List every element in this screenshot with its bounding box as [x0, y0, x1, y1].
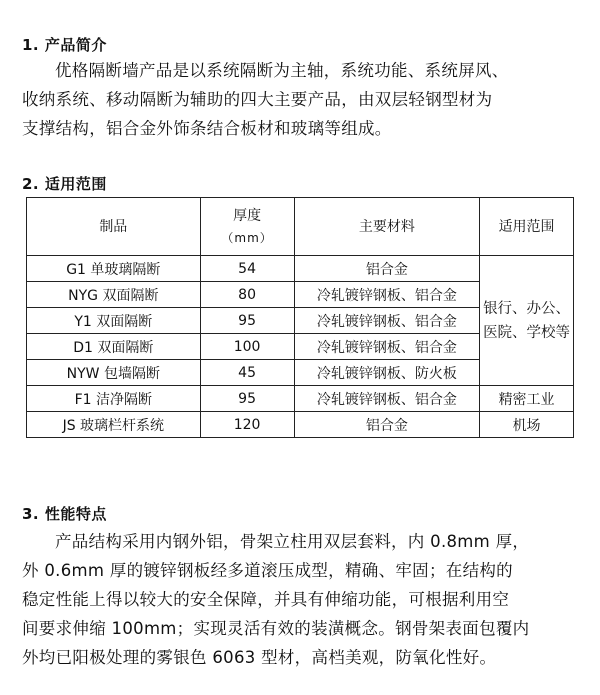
cell-material: 冷轧镀锌钢板、防火板	[294, 360, 480, 386]
cell-product: JS 玻璃栏杆系统	[27, 412, 201, 438]
cell-thickness: 95	[200, 386, 294, 412]
cell-thickness: 80	[200, 282, 294, 308]
cell-range-merged	[480, 256, 574, 386]
header-material: 主要材料	[294, 198, 480, 256]
header-thickness-unit: （mm）	[221, 230, 273, 245]
range-line: 医院、学校等	[483, 324, 571, 341]
header-thickness	[200, 198, 294, 256]
table-row	[27, 256, 574, 282]
cell-product: D1 双面隔断	[27, 334, 201, 360]
cell-product: G1 单玻璃隔断	[27, 256, 201, 282]
section-2-title: 2. 适用范围	[22, 175, 107, 193]
header-product: 制品	[27, 198, 201, 256]
cell-thickness: 45	[200, 360, 294, 386]
header-range: 适用范围	[480, 198, 574, 256]
table-header-row	[27, 198, 574, 256]
cell-material: 铝合金	[294, 256, 480, 282]
cell-thickness: 95	[200, 308, 294, 334]
section-3-line: 间要求伸缩 100mm；实现灵活有效的装潢概念。钢骨架表面包覆内	[22, 619, 530, 638]
section-1-paragraph	[22, 56, 582, 143]
cell-product: F1 洁净隔断	[27, 386, 201, 412]
cell-thickness: 120	[200, 412, 294, 438]
cell-material: 冷轧镀锌钢板、铝合金	[294, 386, 480, 412]
cell-material: 铝合金	[294, 412, 480, 438]
section-3-line: 产品结构采用内钢外铝，骨架立柱用双层套料，内 0.8mm 厚，	[55, 532, 530, 551]
section-1-line: 优格隔断墙产品是以系统隔断为主轴，系统功能、系统屏风、	[55, 61, 509, 80]
table-row	[27, 412, 574, 438]
cell-thickness: 100	[200, 334, 294, 360]
section-3-title: 3. 性能特点	[22, 505, 107, 523]
cell-thickness: 54	[200, 256, 294, 282]
header-thickness-label: 厚度	[233, 207, 262, 224]
cell-product: NYW 包墙隔断	[27, 360, 201, 386]
section-3-line: 外均已阳极处理的雾银色 6063 型材，高档美观，防氧化性好。	[22, 648, 497, 667]
cell-material: 冷轧镀锌钢板、铝合金	[294, 282, 480, 308]
section-1-line: 支撑结构，铝合金外饰条结合板材和玻璃等组成。	[22, 119, 392, 138]
section-1-title: 1. 产品简介	[22, 36, 107, 54]
section-3-paragraph	[22, 527, 582, 672]
application-table	[26, 197, 574, 438]
range-line: 银行、办公、	[483, 300, 571, 317]
cell-range: 精密工业	[480, 386, 574, 412]
table-row	[27, 386, 574, 412]
cell-product: Y1 双面隔断	[27, 308, 201, 334]
section-3-line: 外 0.6mm 厚的镀锌钢板经多道滚压成型，精确、牢固；在结构的	[22, 561, 513, 580]
cell-material: 冷轧镀锌钢板、铝合金	[294, 308, 480, 334]
cell-material: 冷轧镀锌钢板、铝合金	[294, 334, 480, 360]
cell-product: NYG 双面隔断	[27, 282, 201, 308]
section-3-line: 稳定性能上得以较大的安全保障，并具有伸缩功能，可根据利用空	[22, 590, 510, 609]
cell-range: 机场	[480, 412, 574, 438]
section-1-line: 收纳系统、移动隔断为辅助的四大主要产品，由双层轻钢型材为	[22, 90, 493, 109]
